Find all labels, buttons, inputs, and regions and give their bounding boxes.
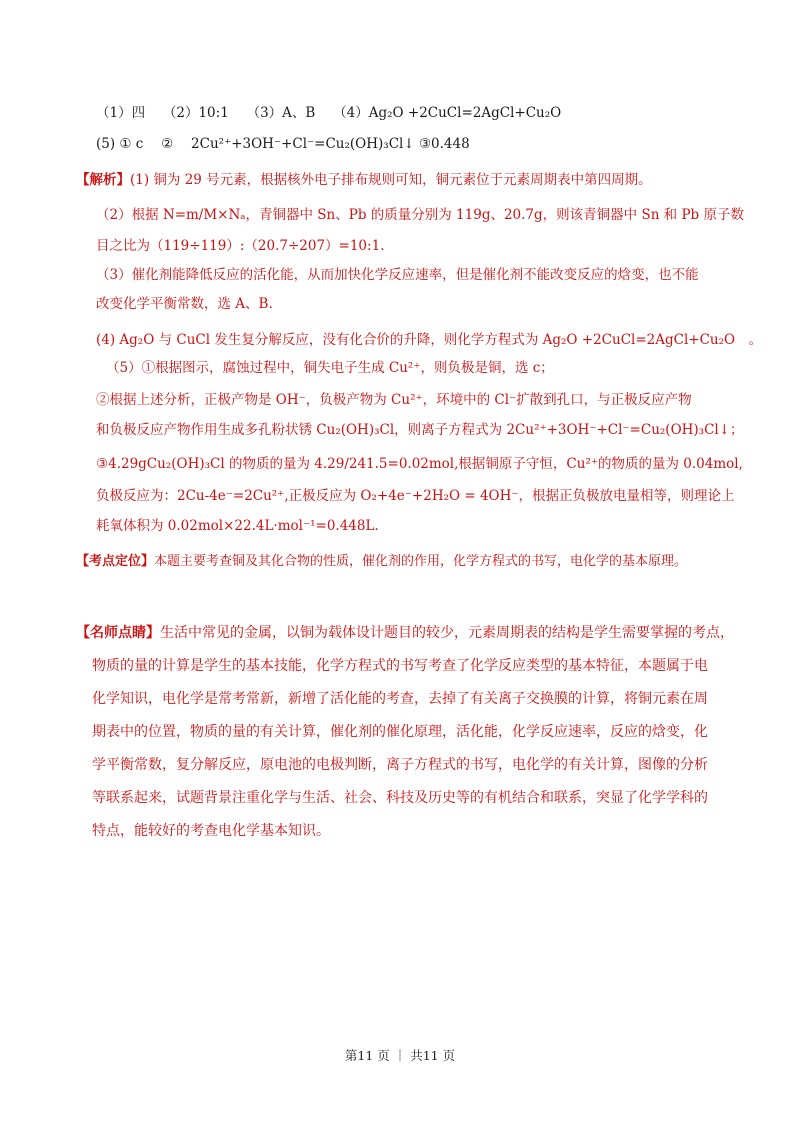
comment-line: 物质的量的计算是学生的基本技能，化学方程式的书写考查了化学反应类型的基本特征，本题属于电 <box>92 658 708 674</box>
analysis-line: 耗氧体积为 0.02mol×22.4L·mol⁻¹=0.448L. <box>96 518 379 534</box>
analysis-tag: 【解析】 <box>76 172 130 188</box>
comment-line: 化学知识，电化学是常考常新，新增了活化能的考查，去掉了有关离子交换膜的计算，将铜元素在周 <box>92 691 708 707</box>
analysis-line: （3）催化剂能降低反应的活化能，从而加快化学反应速率，但是催化剂不能改变反应的焓变，也不能 <box>96 267 699 283</box>
analysis-line: (4) Ag₂O 与 CuCl 发生复分解反应，没有化合价的升降，则化学方程式为 Ag₂O +2CuCl=2AgCl+Cu₂O 。 <box>96 332 763 348</box>
comment-line: 期表中的位置，物质的量的有关计算，催化剂的催化原理，活化能，化学反应速率，反应的焓变，化 <box>92 724 708 740</box>
analysis-first-line <box>76 170 652 190</box>
analysis-line: (1) 铜为 29 号元素，根据核外电子排布规则可知，铜元素位于元素周期表中第四周期。 <box>130 172 652 188</box>
comment-line: 生活中常见的金属，以铜为载体设计题目的较少，元素周期表的结构是学生需要掌握的考点， <box>160 625 734 641</box>
position-tag: 【考点定位】 <box>76 554 155 569</box>
page-footer: 第11 页 ｜ 共11 页 <box>344 1048 456 1063</box>
answer-line-1: （1）四 （2）10:1 （3）A、B （4）Ag₂O +2CuCl=2AgCl+Cu₂O <box>96 105 562 121</box>
analysis-line: 目之比为（119÷119）:（20.7÷207）=10:1. <box>96 238 385 254</box>
answer-line-2: (5) ① c ② 2Cu²⁺+3OH⁻+Cl⁻=Cu₂(OH)₃Cl↓ ③0.448 <box>96 136 470 152</box>
comment-tag: 【名师点睛】 <box>76 625 160 641</box>
position-text: 本题主要考查铜及其化合物的性质，催化剂的作用，化学方程式的书写，电化学的基本原理。 <box>154 554 688 569</box>
analysis-line: 和负极反应产物作用生成多孔粉状锈 Cu₂(OH)₃Cl，则离子方程式为 2Cu²⁺+3OH⁻+Cl⁻=Cu₂(OH)₃Cl↓； <box>96 422 744 438</box>
analysis-line: ②根据上述分析，正极产物是 OH⁻，负极产物为 Cu²⁺，环境中的 Cl⁻扩散到孔口，与正极反应产物 <box>96 392 692 408</box>
analysis-line: （5）①根据图示，腐蚀过程中，铜失电子生成 Cu²⁺，则负极是铜，选 c； <box>106 360 554 376</box>
comment-line: 等联系起来，试题背景注重化学与生活、社会、科技及历史等的有机结合和联系，突显了化学学科的 <box>92 790 708 806</box>
position-line <box>76 552 687 572</box>
comment-line: 学平衡常数，复分解反应，原电池的电极判断，离子方程式的书写，电化学的有关计算，图像的分析 <box>92 757 708 773</box>
analysis-line: ③4.29gCu₂(OH)₃Cl 的物质的量为 4.29/241.5=0.02mol,根据铜原子守恒，Cu²⁺的物质的量为 0.04mol, <box>96 456 743 472</box>
comment-line: 特点，能较好的考查电化学基本知识。 <box>92 823 330 839</box>
comment-first-line <box>76 623 734 643</box>
analysis-line: 改变化学平衡常数，选 A、B. <box>96 296 273 312</box>
analysis-line: （2）根据 N=m/M×Nₐ，青铜器中 Sn、Pb 的质量分别为 119g、20.7g，则该青铜器中 Sn 和 Pb 原子数 <box>96 207 744 223</box>
analysis-line: 负极反应为：2Cu-4e⁻=2Cu²⁺,正极反应为 O₂+4e⁻+2H₂O = 4OH⁻，根据正负极放电量相等，则理论上 <box>96 488 735 504</box>
